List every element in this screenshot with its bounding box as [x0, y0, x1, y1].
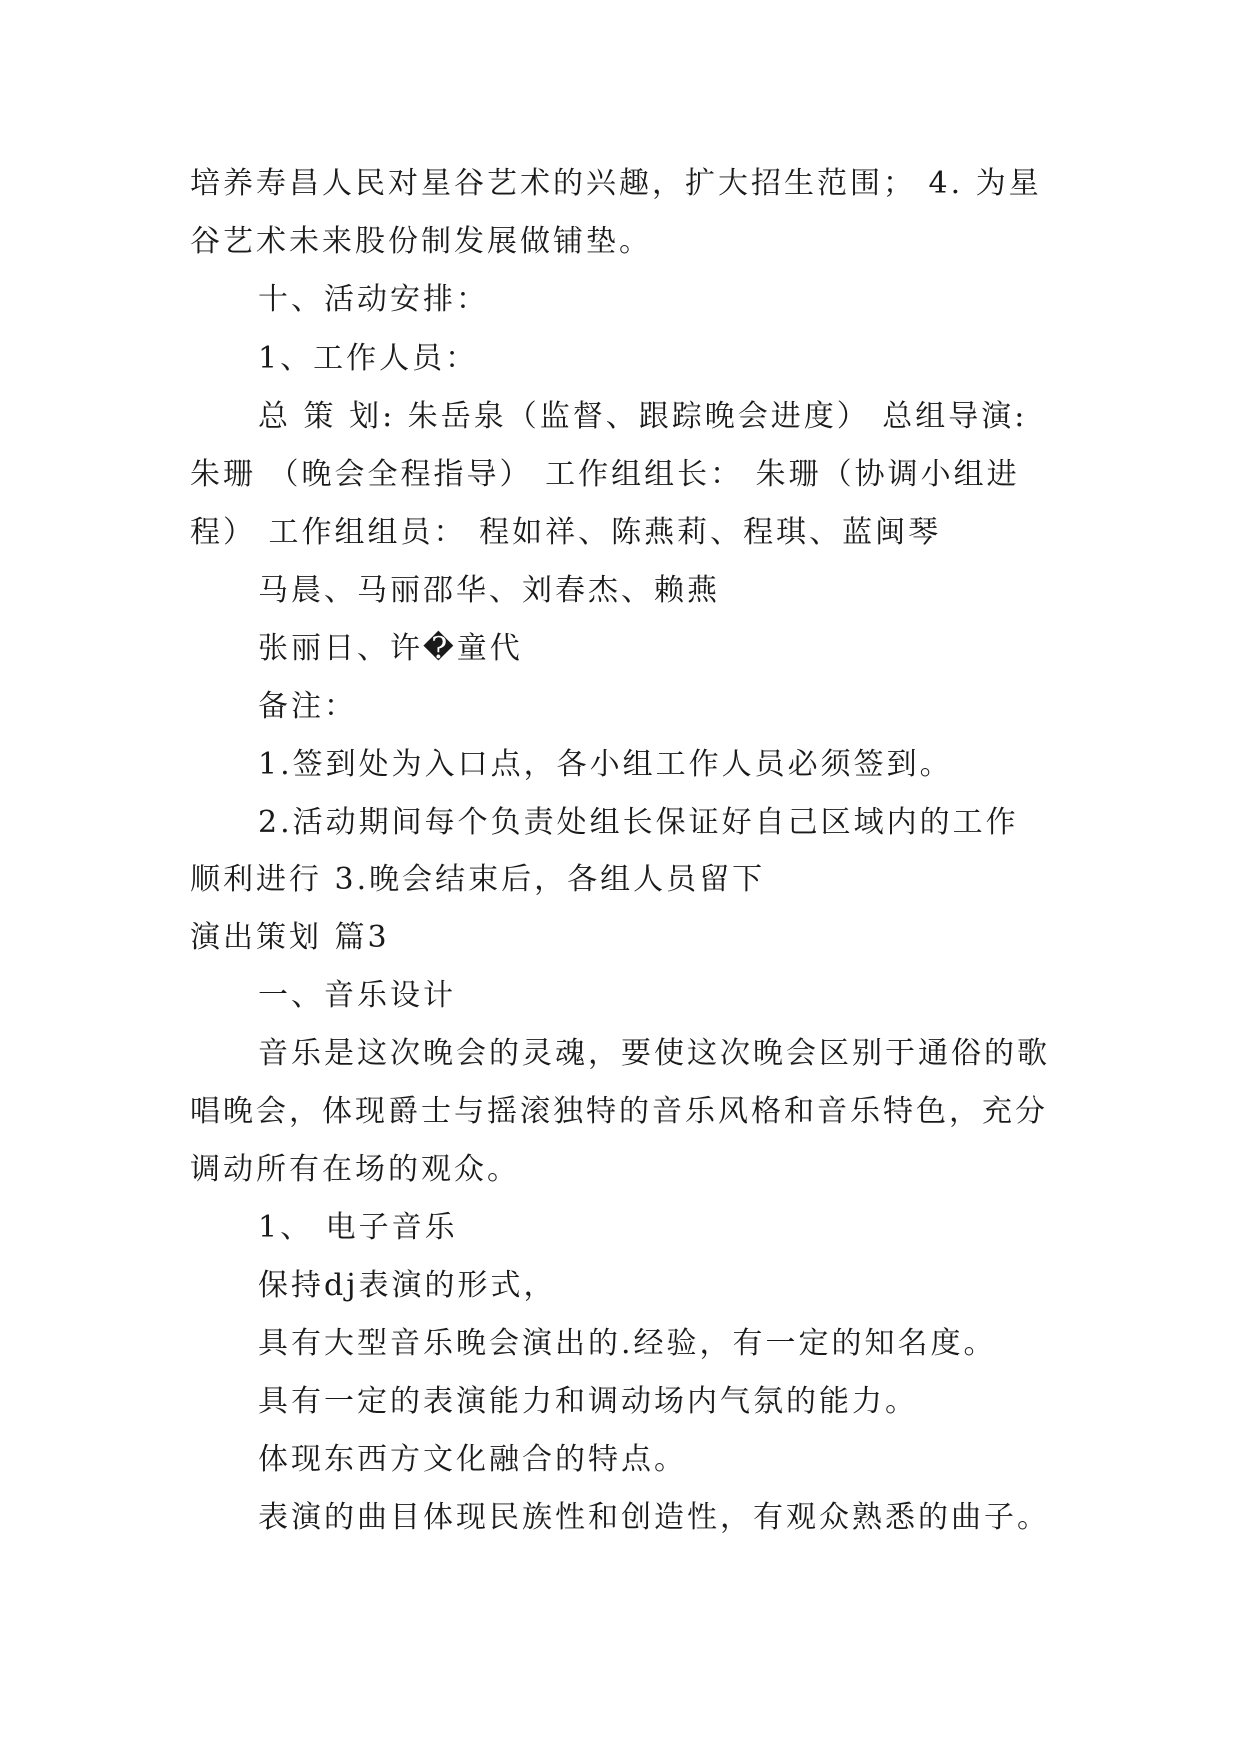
text-line: 唱晚会，体现爵士与摇滚独特的音乐风格和音乐特色，充分 [190, 1094, 1048, 1129]
text-line: 体现东西方文化融合的特点。 [258, 1442, 687, 1477]
text-line: 表演的曲目体现民族性和创造性，有观众熟悉的曲子。 [258, 1500, 1050, 1535]
section-heading: 一、音乐设计 [258, 978, 456, 1013]
note-item: 1.签到处为入口点，各小组工作人员必须签到。 [258, 747, 953, 782]
subsection-heading: 1、 电子音乐 [258, 1210, 458, 1245]
text-line: 总 策 划: 朱岳泉（监督、跟踪晚会进度） 总组导演: [258, 399, 1028, 434]
text-line: 保持dj表演的形式， [258, 1268, 557, 1303]
note-item: 2.活动期间每个负责处组长保证好自己区域内的工作 [258, 805, 1019, 840]
section-heading: 十、活动安排： [258, 282, 489, 317]
chapter-title: 演出策划 篇3 [190, 920, 390, 955]
notes-heading: 备注： [258, 689, 357, 724]
text-line: 张丽日、许�童代 [258, 631, 523, 666]
subsection-heading: 1、工作人员： [258, 341, 479, 376]
text-line: 马晨、马丽邵华、刘春杰、赖燕 [258, 573, 720, 608]
text-line: 音乐是这次晚会的灵魂，要使这次晚会区别于通俗的歌 [258, 1036, 1050, 1071]
text-line: 顺利进行 3.晚会结束后，各组人员留下 [190, 862, 766, 897]
text-line: 谷艺术未来股份制发展做铺垫。 [190, 224, 652, 259]
text-line: 程） 工作组组员： 程如祥、陈燕莉、程琪、蓝闽琴 [190, 515, 942, 550]
text-line: 培养寿昌人民对星谷艺术的兴趣，扩大招生范围； 4. 为星 [190, 166, 1042, 201]
text-line: 具有大型音乐晚会演出的.经验，有一定的知名度。 [258, 1326, 997, 1361]
text-line: 调动所有在场的观众。 [190, 1152, 520, 1187]
text-line: 朱珊 （晚会全程指导） 工作组组长： 朱珊（协调小组进 [190, 457, 1020, 492]
text-line: 具有一定的表演能力和调动场内气氛的能力。 [258, 1384, 918, 1419]
